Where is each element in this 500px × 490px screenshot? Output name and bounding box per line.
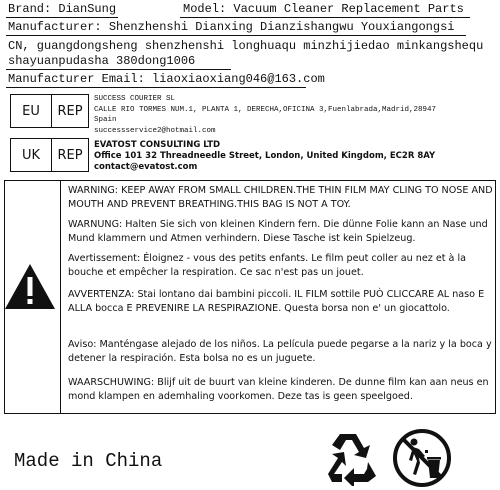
manufacturer-text: Manufacturer: Shenzhenshi Dianxing Dianzishangwu Youxiangongsi xyxy=(8,20,455,34)
manufacturer-underline xyxy=(6,34,466,36)
eu-rep-details xyxy=(94,94,494,136)
warning-triangle-icon xyxy=(3,262,57,312)
warning-nl: WAARSCHUWING: Blijf uit de buurt van kleine kinderen. De dunne film kan aan neus en mond klampen en ademhaling voorkomen. Deze tas is geen speelgoed. xyxy=(68,377,489,402)
address-line-1: CN, guangdongsheng shenzhenshi longhuaqu minzhijiedao minkangshequ xyxy=(8,39,484,53)
uk-rep-name: EVATOST CONSULTING LTD xyxy=(94,140,221,150)
uk-rep-details xyxy=(94,140,494,173)
eu-rep-name: SUCCESS COURIER SL xyxy=(94,95,176,103)
address-line-2: shayuanpudasha 380dong1006 xyxy=(8,54,196,68)
eu-rep-email: successservice2@hotmail.com xyxy=(94,126,216,135)
eu-rep-address-2: Spain xyxy=(94,116,117,124)
uk-rep-email: contact@evatost.com xyxy=(94,162,198,172)
uk-rep-label: REP xyxy=(57,147,83,163)
uk-rep-address: Office 101 32 Threadneedle Street, London, United Kingdom, EC2R 8AY xyxy=(94,151,436,161)
email-underline xyxy=(6,86,306,88)
warning-en: WARNING: KEEP AWAY FROM SMALL CHILDREN.THE THIN FILM MAY CLING TO NOSE AND MOUTH AND PREVENT BREATHING.THIS BAG IS NOT A TOY. xyxy=(68,185,493,210)
eu-rep-address-1: CALLE RIO TORMES NUM.1, PLANTA 1, DERECHA,OFICINA 3,Fuenlabrada,Madrid,28947 xyxy=(94,105,437,114)
uk-code: UK xyxy=(21,147,41,163)
eu-code-box xyxy=(10,94,52,128)
warning-divider xyxy=(60,180,61,414)
eu-rep-label: REP xyxy=(57,103,83,119)
do-not-litter-icon xyxy=(392,428,452,488)
uk-code-box xyxy=(10,138,52,172)
model-text: Model: Vacuum Cleaner Replacement Parts xyxy=(183,2,464,16)
warning-de: WARNUNG: Halten Sie sich von kleinen Kindern fern. Die dünne Folie kann an Nase und Mund klammern und Atmen verhindern. Diese Tasche ist kein Spielzeug. xyxy=(68,219,488,244)
uk-rep-box xyxy=(51,138,89,172)
warning-es: Aviso: Manténgase alejado de los niños. La película puede pegarse a la nariz y la boca y detener la respiración. Esta bolsa no es un juguete. xyxy=(68,339,492,364)
brand-underline xyxy=(6,16,118,18)
warning-it: AVVERTENZA: Stai lontano dai bambini piccoli. IL FILM sottile PUÒ CLICCARE AL naso E ALLA bocca E PREVENIRE LA RESPIRAZIONE. Questa borsa non e' un giocattolo. xyxy=(68,289,485,314)
recycle-icon xyxy=(318,428,380,486)
eu-code: EU xyxy=(22,103,40,119)
address-underline xyxy=(6,68,231,70)
eu-rep-box xyxy=(51,94,89,128)
model-underline xyxy=(180,16,470,18)
made-in-china: Made in China xyxy=(14,450,163,472)
manufacturer-email: Manufacturer Email: liaoxiaoxiang046@163.com xyxy=(8,72,325,86)
warning-fr: Avertissement: Éloignez - vous des petits enfants. Le film peut coller au nez et à la bouche et empêcher la respiration. Ce sac n'est pas un jouet. xyxy=(68,253,467,278)
brand-text: Brand: DianSung xyxy=(8,2,117,16)
